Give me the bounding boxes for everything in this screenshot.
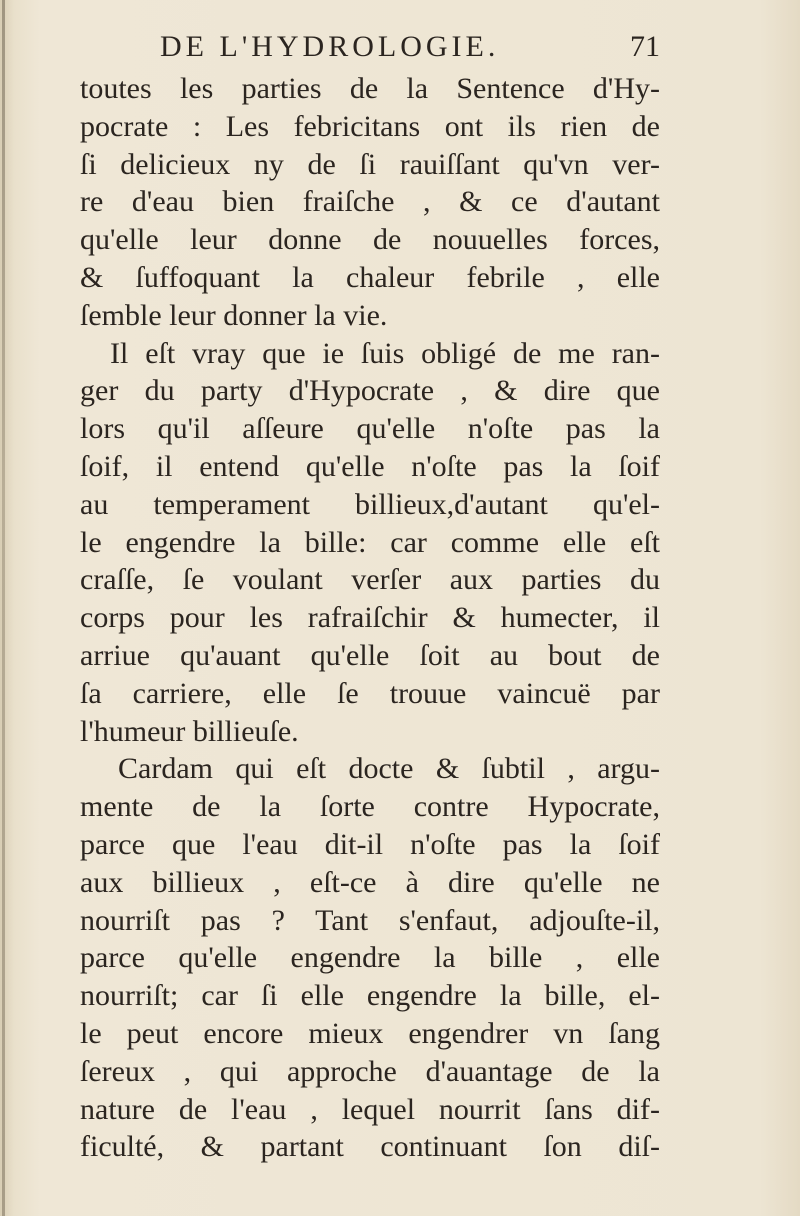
text-line: craſſe, ſe voulant verſer aux parties du [80,563,660,597]
text-line: pocrate : Les febricitans ont ils rien de [80,109,660,143]
text-line: corps pour les rafraiſchir & humecter, il [80,601,660,635]
page-gutter-edge [2,0,5,1216]
text-line: toutes les parties de la Sentence d'Hy- [80,72,660,105]
text-line: ſereux , qui approche d'auantage de la [80,1054,660,1088]
page-header [160,30,660,74]
body-text [80,70,660,1166]
paragraph-start-line: Il eſt vray que ie ſuis obligé de me ran- [110,336,660,370]
running-head: DE L'HYDROLOGIE. [160,30,500,63]
text-line: nourriſt; car ſi elle engendre la bille, el- [80,979,660,1013]
text-line: nourriſt pas ? Tant s'enfaut, adjouſte-il, [80,903,660,937]
text-line: parce qu'elle engendre la bille , elle [80,941,660,975]
text-line: qu'elle leur donne de nouuelles forces, [80,223,660,257]
text-line: ger du party d'Hypocrate , & dire que [80,374,660,408]
text-line: ficulté, & partant continuant ſon diſ- [80,1130,660,1164]
text-line: nature de l'eau , lequel nourrit ſans dif- [80,1092,660,1126]
text-line: ſoif, il entend qu'elle n'oſte pas la ſoif [80,449,660,483]
text-line: l'humeur billieuſe. [80,714,299,748]
text-line: le peut encore mieux engendrer vn ſang [80,1016,660,1050]
text-line: re d'eau bien fraiſche , & ce d'autant [80,185,660,219]
text-line: arriue qu'auant qu'elle ſoit au bout de [80,638,660,672]
page-number: 71 [630,30,660,63]
text-line: ſi delicieux ny de ſi rauiſſant qu'vn ver- [80,147,660,181]
text-line: ſemble leur donner la vie. [80,298,388,332]
text-line: aux billieux , eſt-ce à dire qu'elle ne [80,865,660,899]
text-line: & ſuffoquant la chaleur febrile , elle [80,260,660,294]
text-line: le engendre la bille: car comme elle eſt [80,525,660,559]
text-line: mente de la ſorte contre Hypocrate, [80,790,660,824]
text-line: lors qu'il aſſeure qu'elle n'oſte pas la [80,412,660,446]
paragraph-start-line: Cardam qui eſt docte & ſubtil , argu- [118,752,660,786]
text-line: ſa carriere, elle ſe trouue vaincuë par [80,676,660,710]
text-line: au temperament billieux,d'autant qu'el- [80,487,660,521]
text-line: parce que l'eau dit-il n'oſte pas la ſoif [80,827,660,861]
